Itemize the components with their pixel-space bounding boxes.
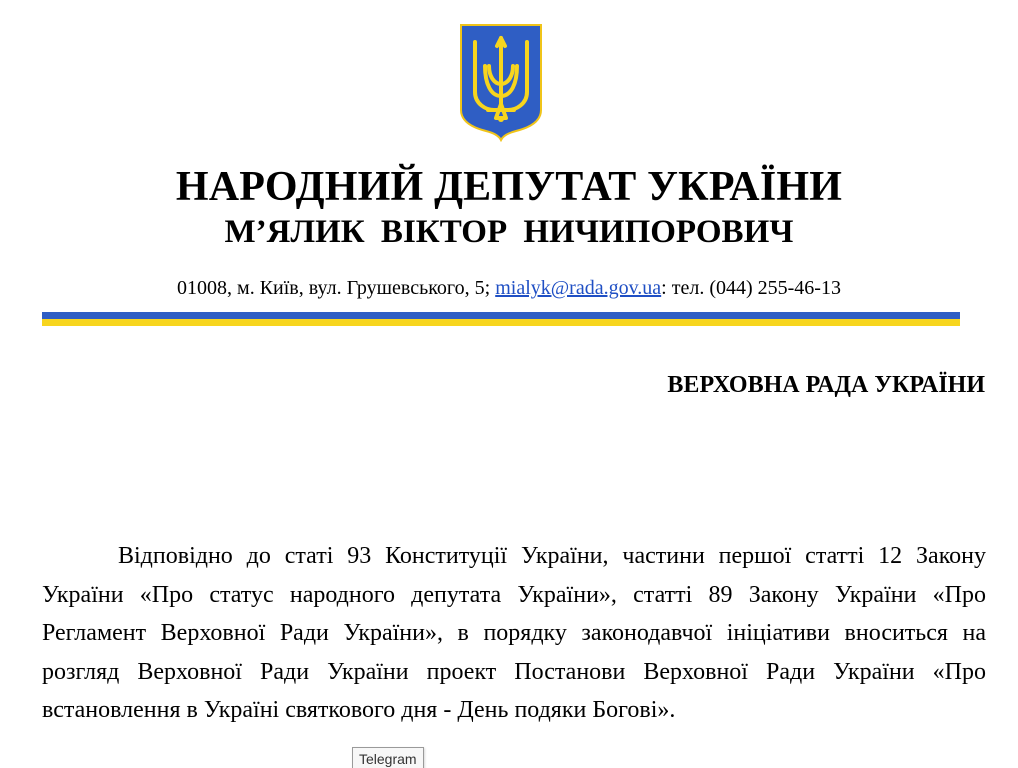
- deputy-name: М’ЯЛИК ВІКТОР НИЧИПОРОВИЧ: [224, 214, 794, 250]
- email-link[interactable]: mialyk@rada.gov.ua: [495, 277, 662, 299]
- coat-of-arms-icon: [458, 22, 544, 142]
- telegram-tooltip: Telegram: [352, 747, 424, 768]
- page-title: НАРОДНИЙ ДЕПУТАТ УКРАЇНИ: [175, 164, 843, 210]
- phone-text: : тел. (044) 255-46-13: [661, 277, 841, 299]
- body-paragraph: Відповідно до статі 93 Конституції України, частини першої статті 12 Закону України «Про статус народного депутата України», статті 89 Закону України «Про Регламент Верховної Ради України», в порядку законодавчої ініціативи вноситься на розгляд Верховної Ради України проект Постанови Верховної Ради України «Про встановлення в Україні святкового дня - День подяки Богові».: [42, 543, 986, 723]
- flag-stripe-blue: [42, 312, 960, 319]
- recipient-heading: ВЕРХОВНА РАДА УКРАЇНИ: [667, 372, 985, 398]
- flag-stripe-yellow: [42, 319, 960, 326]
- address-text: 01008, м. Київ, вул. Грушевського, 5;: [177, 277, 496, 299]
- contact-line: [0, 277, 1018, 300]
